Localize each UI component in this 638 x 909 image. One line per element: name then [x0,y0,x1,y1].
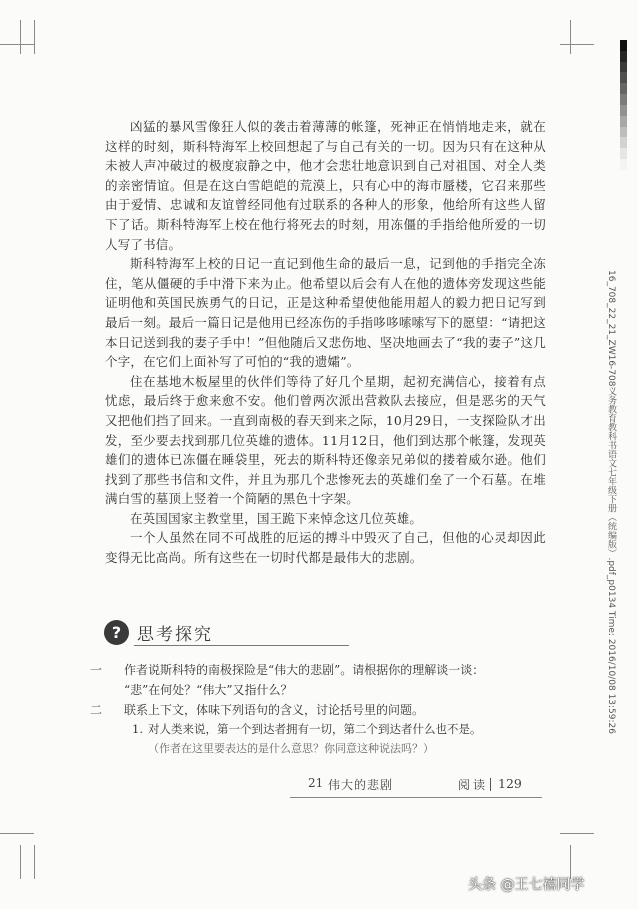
crop-mark [0,44,34,45]
crop-mark [34,845,35,879]
paragraph: 住在基地木板屋里的伙伴们等待了好几个星期，起初充满信心，接着有点忧虑，最后终于愈来愈不安。他们曾两次派出营救队去接应，但是恶劣的天气又把他们挡了回来。一直到南极的春天到来之际，10月29日，一支探险队才出发，至少要去找到那几位英雄的遗体。11月12日，他们到达那个帐篷，发现英雄们的遗体已冻僵在睡袋里，死去的斯科特还像亲兄弟似的搂着威尔逊。他们找到了那些书信和文件，并且为那几个悲惨死去的英雄们垒了一个石墓。在堆满白雪的墓顶上竖着一个简陋的黑色十字架。 [105,373,546,507]
footer-separator [490,778,491,791]
lesson-number: 21 [308,776,324,790]
question-item [90,660,560,700]
question-mark-icon: ? [104,620,129,645]
question-number: 二 [90,703,103,717]
paragraph: 凶猛的暴风雪像狂人似的袭击着薄薄的帐篷，死神正在悄悄地走来，就在这样的时刻，斯科特海军上校回想起了与自己有关的一切。因为只有在这种从未被人声冲破过的极度寂静之中，他才会悲壮地意识到自己对祖国、对全人类的亲密情谊。但是在这白雪皑皑的荒漠上，只有心中的海市蜃楼，它召来那些由于爱情、忠诚和友谊曾经同他有过联系的各种人的形象，他给所有这些人留下了话。斯科特海军上校在他行将死去的时刻，用冻僵的手指给他所爱的一切人写了书信。 [105,119,546,252]
crop-mark [570,20,571,54]
print-info: 16_708_22_21_ZW16-708义务教育教科书语文七年级下册（统编版）.pdf_p0134 Time: 2016/10/08 13:59:26 [606,270,616,734]
question-text: 联系上下文，体味下列语句的含义，讨论括号里的问题。 [124,703,425,717]
paragraph: 斯科特海军上校的日记一直记到他生命的最后一息，记到他的手指完全冻住，笔从僵硬的手中滑下来为止。他希望以后会有人在他的遗体旁发现这些能证明他和英国民族勇气的日记，正是这种希望使他能用超人的毅力把日记写到最后一刻。最后一篇日记是他用已经冻伤的手指哆哆嗦嗦写下的愿望：“请把这本日记送到我的妻子手中！”但他随后又悲伤地、坚决地画去了“我的妻子”这几个字，在它们上面补写了可怕的“我的遗孀”。 [105,256,546,370]
crop-mark [560,44,594,45]
question-text: 作者说斯科特的南极探险是“伟大的悲剧”。请根据你的理解谈一谈： [124,663,485,677]
article-body [105,117,546,568]
question-number: 一 [90,663,103,677]
section-name: 阅读 [458,778,489,792]
paragraph: 在英国国家主教堂里，国王跪下来悼念这几位英雄。 [130,510,423,526]
footer-rule [290,797,542,798]
crop-mark [34,20,35,54]
question-item [90,700,560,720]
grayscale-calibration-bar [620,40,627,170]
section-heading [104,618,444,650]
page-number: 129 [498,776,522,791]
paragraph: 一个人虽然在同不可战胜的厄运的搏斗中毁灭了自己，但他的心灵却因此变得无比高尚。所有这些在一切时代都是最伟大的悲剧。 [105,530,546,566]
crop-mark [20,845,21,879]
subquestion-text: 对人类来说，第一个到达者拥有一切，第二个到达者什么也不是。 [148,722,482,736]
crop-mark [0,833,34,834]
lesson-title: 伟大的悲剧 [328,778,394,792]
crop-mark [560,833,594,834]
subquestion-number: 1. [132,722,143,736]
page-footer [0,776,638,798]
question-list [90,660,560,758]
watermark: 头条 @王七禧同学 [468,877,585,893]
section-title: 思考探究 [137,625,213,645]
crop-mark [20,20,21,54]
subquestion-item [90,720,560,739]
question-text: “悲”在何处？“伟大”又指什么？ [124,683,293,697]
divider [134,645,349,646]
subquestion-hint: （作者在这里要表达的是什么意思？你同意这种说法吗？） [148,742,434,755]
